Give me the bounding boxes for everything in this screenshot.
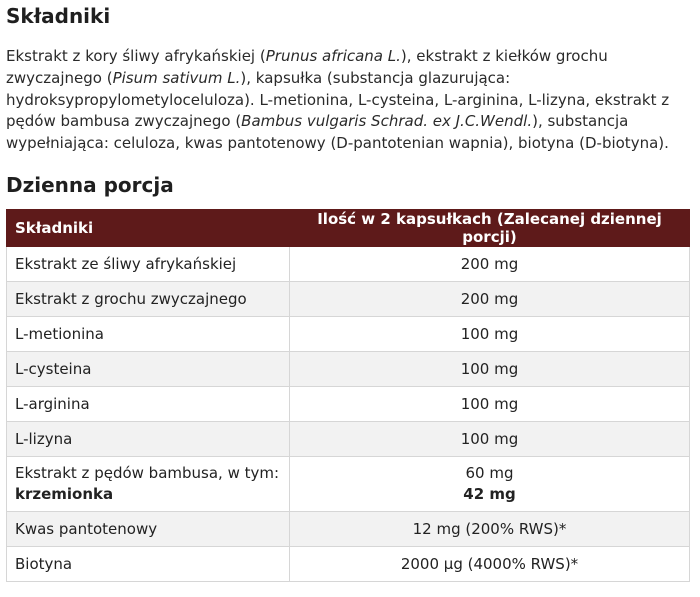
daily-portion-heading: Dzienna porcja xyxy=(6,173,174,197)
para-seg-latin: Bambus vulgaris Schrad. ex J.C.Wendl. xyxy=(241,112,533,131)
ingredient-cell: L-cysteina xyxy=(7,352,290,387)
amount-cell: 12 mg (200% RWS)* xyxy=(290,512,690,547)
table-row xyxy=(7,512,690,547)
amount-cell: 100 mg xyxy=(290,422,690,457)
table-row xyxy=(7,387,690,422)
table-row xyxy=(7,352,690,387)
daily-portion-table xyxy=(6,209,690,582)
para-seg: ), kapsułka (substancja glazurująca: hydroksypropylometyloceluloza). L-metionina, L-cysteina, L-arginina, L-lizyna, ekstrakt z pędów bambusa zwyczajnego ( xyxy=(6,68,670,131)
para-seg-latin: Pisum sativum L. xyxy=(112,68,241,87)
para-seg-latin: Prunus africana L. xyxy=(265,47,401,65)
amount-cell: 100 mg xyxy=(290,317,690,352)
table-header-row xyxy=(7,210,690,247)
amount-subvalue: 42 mg xyxy=(463,485,516,503)
column-header-ingredients: Składniki xyxy=(7,210,290,247)
amount-cell: 100 mg xyxy=(290,387,690,422)
table-row xyxy=(7,457,690,512)
para-seg: Ekstrakt z kory śliwy afrykańskiej ( xyxy=(6,47,266,65)
ingredient-cell: L-metionina xyxy=(7,317,290,352)
amount-cell: 200 mg xyxy=(290,282,690,317)
table-row xyxy=(7,317,690,352)
ingredient-cell: L-lizyna xyxy=(7,422,290,457)
amount-cell: 200 mg xyxy=(290,247,690,282)
para-seg: ), substancja wypełniająca: celuloza, kwas pantotenowy (D-pantotenian wapnia), biotyna (D-biotyna). xyxy=(6,112,669,153)
ingredient-name: Ekstrakt z pędów bambusa, w tym: xyxy=(15,464,280,482)
amount-cell xyxy=(290,457,690,512)
column-header-amount: Ilość w 2 kapsułkach (Zalecanej dziennej porcji) xyxy=(290,210,690,247)
ingredient-cell xyxy=(7,457,290,512)
ingredients-heading: Składniki xyxy=(6,4,111,28)
table-row xyxy=(7,547,690,582)
para-seg: ), ekstrakt z kiełków grochu zwyczajnego ( xyxy=(6,47,608,87)
ingredient-cell: Kwas pantotenowy xyxy=(7,512,290,547)
ingredient-subname: krzemionka xyxy=(15,485,114,503)
ingredient-cell: L-arginina xyxy=(7,387,290,422)
table-row xyxy=(7,282,690,317)
amount-cell: 2000 µg (4000% RWS)* xyxy=(290,547,690,582)
ingredient-cell: Biotyna xyxy=(7,547,290,582)
table-row xyxy=(7,247,690,282)
amount-cell: 100 mg xyxy=(290,352,690,387)
table-row xyxy=(7,422,690,457)
amount-value: 60 mg xyxy=(465,464,514,482)
ingredient-cell: Ekstrakt ze śliwy afrykańskiej xyxy=(7,247,290,282)
ingredient-cell: Ekstrakt z grochu zwyczajnego xyxy=(7,282,290,317)
ingredients-paragraph xyxy=(6,46,690,155)
